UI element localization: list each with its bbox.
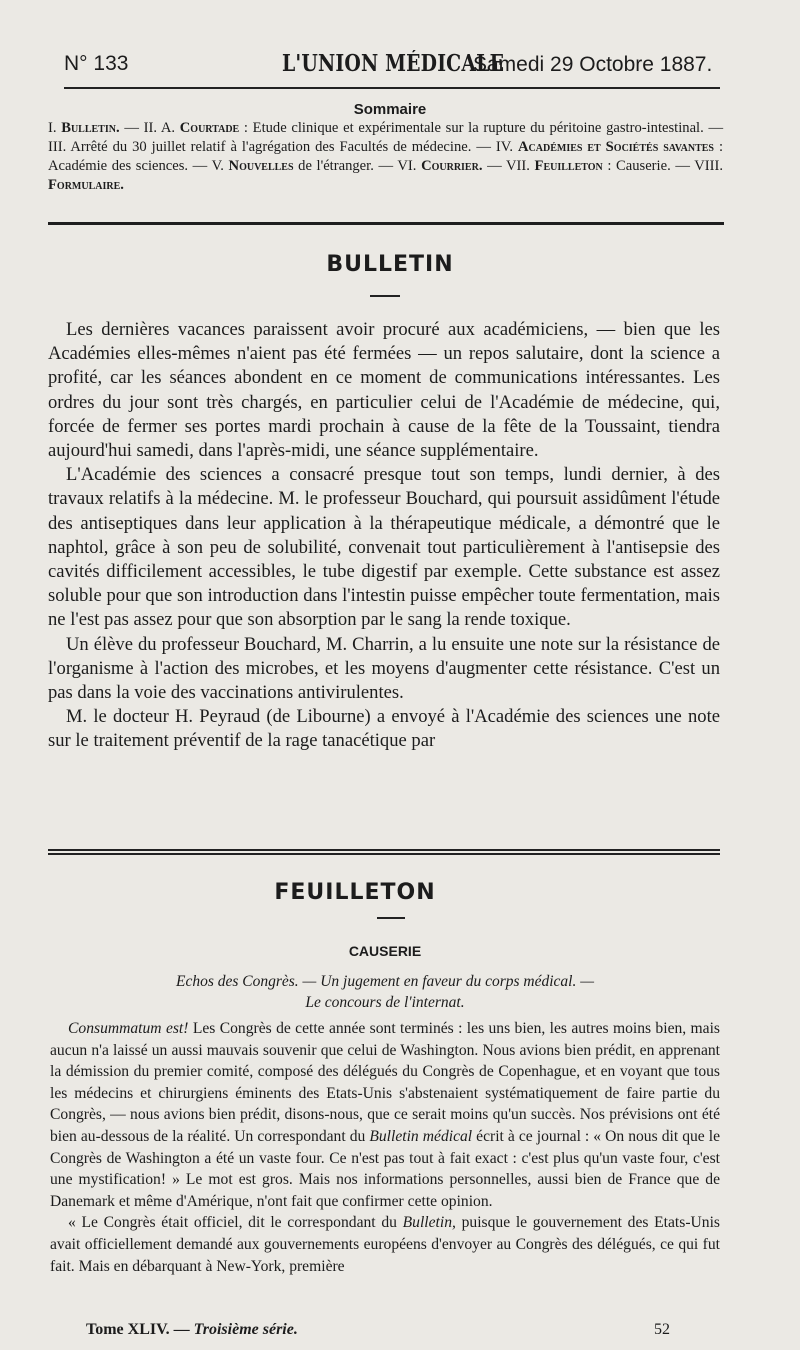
journal-title: L'UNION MÉDICALE: [282, 50, 505, 77]
sommaire-text: : Etude clinique et expérimentale sur la rupture du péritoine gastro-intestinal.: [243, 120, 704, 136]
bulletin-paragraph: M. le docteur H. Peyraud (de Libourne) a envoyé à l'Académie des sciences une note sur le traitement préventif de la rage tanacétique par: [48, 706, 720, 752]
sommaire-contents: I. Bulletin. — II. A. Courtade : Etude clinique et expérimentale sur la rupture du péritoine gastro-intestinal. — III. Arrêté du 30 juillet relatif à l'agrégation des Facultés de médecine. — IV. Académies et Sociétés savantes : Académie des sciences. — V. Nouvelles de l'étranger. — VI. Courrier. — VII. Feuilleton : Causerie. — VIII. Formulaire.: [48, 120, 724, 193]
sommaire-label: Nouvelles: [228, 158, 294, 174]
sommaire-text: : Académie des sciences.: [48, 139, 723, 174]
journal-name: Bulletin,: [402, 1214, 456, 1232]
sommaire-num: VIII.: [694, 158, 724, 174]
paragraph-text: puisque le gouvernement des Etats-Unis avait officiellement demandé aux gouvernements européens d'envoyer au Congrès des délégués, ce qui fut fait. Mais en débarquant à New-York, première: [50, 1214, 720, 1275]
bulletin-paragraph: Les dernières vacances paraissent avoir procuré aux académiciens, — bien que les Académies elles-mêmes n'aient pas été fermées — un repos salutaire, dont la science a profité, car les séances abondent en ce moment de communications intéressantes. Les ordres du jour sont très chargés, en particulier celui de l'Académie de médecine, qui, forcée de fermer ses portes mardi prochain à cause de la fête de la Toussaint, tiendra aujourd'hui samedi, dans l'après-midi, une séance supplémentaire.: [48, 319, 720, 462]
feuilleton-double-rule: [48, 849, 720, 855]
subtitle-line: Le concours de l'internat.: [305, 994, 465, 1011]
feuilleton-article: [50, 1018, 720, 1277]
opening-phrase: Consummatum est!: [68, 1020, 189, 1037]
bulletin-paragraph: L'Académie des sciences a consacré presque tout son temps, lundi dernier, à des travaux relatifs à la médecine. M. le professeur Bouchard, qui poursuit assidûment l'étude des antiseptiques dans leur application à la thérapeutique médicale, a démontré que le naphtol, grâce à son peu de solubilité, convenait tout particulièrement à l'antisepsie des cavités difficilement accessibles, le tube digestif par exemple. Cette substance est assez soluble pour que son introduction dans l'intestin puisse empêcher toute fermentation, mais ne l'est pas assez pour que son absorption par le sang la rende toxique.: [48, 464, 720, 631]
bulletin-article: [48, 318, 720, 754]
tome-label: Tome XLIV. —: [86, 1321, 190, 1338]
paragraph-text: « Le Congrès était officiel, dit le correspondant du: [68, 1214, 397, 1232]
causerie-heading: CAUSERIE: [348, 943, 422, 959]
sommaire-rule: [48, 222, 724, 225]
paragraph-text: écrit à ce journal : « On nous dit que le Congrès de Washington a été un vaste four. Ce n'est pas tout à fait exact : c'est plus qu'un vaste four, c'est une mystification! » Le mot est gros. Mais nos informations personnelles, aussi bien de France que de Danemark et même d'Amérique, n'ont fait que confirmer cette opinion.: [50, 1127, 721, 1210]
sommaire-label: Feuilleton: [534, 158, 603, 174]
feuilleton-title: FEUILLETON: [274, 880, 436, 905]
title-dash: [377, 917, 405, 919]
feuilleton-paragraph: [50, 1212, 720, 1277]
feuilleton-paragraph: [50, 1018, 720, 1212]
sommaire-num: I.: [48, 120, 57, 136]
sommaire-text: : Causerie.: [607, 158, 671, 174]
sommaire-label: Formulaire.: [48, 177, 124, 193]
footer-tome: [86, 1321, 298, 1339]
bulletin-paragraph: Un élève du professeur Bouchard, M. Charrin, a lu ensuite une note sur la résistance de l'organisme à l'action des microbes, et les moyens d'augmenter cette résistance. C'est un pas dans la voie des vaccinations antivirulentes.: [48, 633, 720, 704]
sommaire-heading: Sommaire: [353, 101, 427, 118]
sommaire-num: V.: [211, 158, 224, 174]
sommaire-text: III. Arrêté du 30 juillet relatif à l'agrégation des Facultés de médecine.: [48, 139, 472, 155]
sommaire-label: Courtade: [179, 120, 240, 136]
journal-name: Bulletin médical: [369, 1127, 473, 1145]
sommaire-label: Courrier.: [421, 158, 483, 174]
serie-label: Troisième série.: [193, 1321, 298, 1338]
sommaire-text: de l'étranger.: [298, 158, 374, 174]
title-dash: [370, 295, 400, 297]
issue-number: N° 133: [64, 52, 129, 75]
header-rule: [64, 87, 720, 89]
sommaire-label: Académies et Sociétés savantes: [518, 139, 714, 155]
subtitle-line: Echos des Congrès. — Un jugement en faveur du corps médical. —: [175, 973, 594, 990]
causerie-subtitle: [0, 971, 770, 1013]
bulletin-title: BULLETIN: [326, 252, 454, 277]
paragraph-text: Les Congrès de cette année sont terminés : les uns bien, les autres moins bien, mais aucun n'a laissé un aussi mauvais souvenir que celui de Washington. Nous avions bien prédit, en apprenant la démission du premier comité, composé des délégués du Congrès de Copenhague, et en voyant que tous les médecins et chirurgiens éminents des Etats-Unis s'abstenaient systématiquement de faire partie du Congrès, — nous avions bien prédit, disons-nous, que ce serait moins qu'un succès. Nos prévisions ont été bien au-dessous de la réalité. Un correspondant du: [50, 1020, 721, 1145]
page-number: 52: [654, 1321, 670, 1338]
issue-date: Samedi 29 Octobre 1887.: [473, 53, 713, 76]
sommaire-num: VI.: [397, 158, 417, 174]
sommaire-num: VII.: [506, 158, 530, 174]
sommaire-label: Bulletin.: [61, 120, 120, 136]
sommaire-num: IV.: [495, 139, 514, 155]
sommaire-num: II. A.: [143, 120, 176, 136]
